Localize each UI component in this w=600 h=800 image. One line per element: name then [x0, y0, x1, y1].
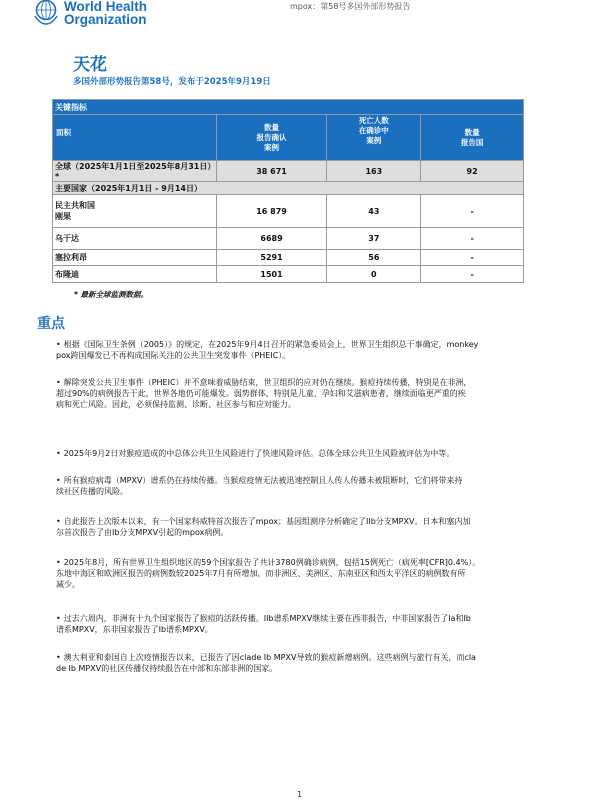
cases-cell: 16 879 — [216, 195, 327, 228]
header-countries-line2: 报告国 — [460, 137, 484, 147]
bullet-line: pox跨国爆发已不再构成国际关注的公共卫生突发事件（PHEIC）。 — [56, 351, 291, 360]
bullet-line: 超过90%的病例报告于此，世界各地仍可能爆发。弱势群体，特别是儿童、孕妇和艾滋病患者，继续面临更严重的疾 — [56, 389, 466, 398]
bullet-line: 病和死亡风险。因此，必须保持监测、诊断、社区参与和应对能力。 — [56, 400, 296, 409]
highlight-bullet — [56, 516, 554, 538]
table-footnote: * 最新全球监测数据。 — [74, 290, 149, 299]
country-cell: 塞拉利昂 — [53, 250, 217, 266]
highlight-bullet — [56, 339, 554, 361]
highlights-heading: 重点 — [37, 316, 65, 332]
deaths-cell: 43 — [327, 195, 421, 228]
bullet-dot: • — [56, 517, 61, 526]
document-title: 天花 — [73, 55, 107, 75]
org-name-line2: Organization — [64, 12, 147, 27]
page-number: 1 — [297, 790, 303, 799]
table-row — [53, 228, 524, 250]
section-row — [53, 182, 524, 195]
header-countries — [421, 115, 524, 161]
bullet-line: 所有猴痘病毒（MPXV）谱系仍在持续传播。当猴痘疫情无法被迅速控制且人传人传播未被阻断时，它们将带来持 — [63, 476, 463, 485]
document-subtitle: 多国外部形势报告第58号，发布于2025年9月19日 — [73, 77, 271, 87]
table-row — [53, 266, 524, 283]
bullet-line: 2025年9月2日对猴痘造成的中总体公共卫生风险进行了快速风险评估。总体全球公共卫生风险被评估为中等。 — [63, 449, 455, 458]
global-label: 全球（2025年1月1日至2025年8月31日）* — [53, 161, 217, 182]
table-band-row — [53, 100, 524, 115]
bullet-line: de Ib MPXV的社区传播仅持续报告在中部和东部非洲的国家。 — [56, 664, 278, 673]
bullet-line: 澳大利亚和泰国自上次疫情报告以来，已报告了因clade Ib MPXV导致的猴痘新增病例。这些病例与旅行有关，而cla — [63, 653, 476, 662]
header-deaths — [327, 115, 421, 161]
global-deaths: 163 — [327, 161, 421, 182]
highlight-bullet — [56, 377, 554, 410]
countries-cell: - — [421, 195, 524, 228]
bullet-line: 过去六周内，非洲有十九个国家报告了猴痘的活跃传播。IIb谱系MPXV继续主要在西非报告，中非国家报告了Ia和Ib — [63, 614, 471, 623]
cases-cell: 1501 — [216, 266, 327, 283]
header-deaths-line1: 死亡人数 — [358, 116, 389, 125]
bullet-line: 谱系MPXV，东非国家报告了Ib谱系MPXV。 — [56, 625, 213, 634]
header-confirmed — [216, 115, 327, 161]
highlight-bullet — [56, 557, 554, 590]
bullet-line: 减少。 — [56, 580, 80, 589]
who-logo — [32, 0, 147, 26]
deaths-cell: 0 — [327, 266, 421, 283]
table-row — [53, 195, 524, 228]
highlight-bullet — [56, 652, 554, 674]
bullet-dot: • — [56, 449, 61, 458]
bullet-dot: • — [56, 558, 61, 567]
country-cell: 布隆迪 — [53, 266, 217, 283]
section-label: 主要国家（2025年1月1日 - 9月14日） — [53, 182, 524, 195]
country-cell: 乌干达 — [53, 228, 217, 250]
bullet-line: 2025年8月，所有世界卫生组织地区的59个国家报告了共计3780例确诊病例，包括15例死亡（病死率[CFR]0.4%）。 — [63, 558, 481, 567]
who-emblem-icon — [32, 0, 60, 26]
bullet-line: 尔首次报告了由Ib分支MPXV引起的mpox病例。 — [56, 528, 229, 537]
table-row — [53, 250, 524, 266]
header-deaths-line3: 案例 — [366, 136, 382, 145]
bullet-dot: • — [56, 340, 61, 349]
cases-cell: 5291 — [216, 250, 327, 266]
bullet-line: 解除突发公共卫生事件（PHEIC）并不意味着威胁结束，世卫组织的应对仍在继续。猴痘持续传播，特别是在非洲， — [63, 378, 472, 387]
countries-cell: - — [421, 250, 524, 266]
key-indicators-table — [52, 99, 524, 283]
cases-cell: 6689 — [216, 228, 327, 250]
country-name-line1: 民主共和国 — [55, 201, 95, 210]
global-row — [53, 161, 524, 182]
bullet-dot: • — [56, 378, 61, 387]
table-band-label: 关键指标 — [53, 100, 524, 115]
header-countries-line1: 数量 — [464, 127, 480, 137]
bullet-line: 东地中海区和欧洲区报告的病例数较2025年7月有所增加，而非洲区、美洲区、东南亚区和西太平洋区的病例数有所 — [56, 569, 466, 578]
deaths-cell: 56 — [327, 250, 421, 266]
table-header-row — [53, 115, 524, 161]
highlight-bullet — [56, 613, 554, 635]
bullet-line: 续社区传播的风险。 — [56, 487, 128, 496]
country-cell — [53, 195, 217, 228]
global-countries: 92 — [421, 161, 524, 182]
header-area: 面积 — [53, 115, 217, 161]
bullet-dot: • — [56, 653, 61, 662]
country-name-line2: 刚果 — [55, 212, 71, 221]
org-name-line1: World Health — [64, 0, 148, 14]
deaths-cell: 37 — [327, 228, 421, 250]
bullet-line: 自此报告上次版本以来，有一个国家科威特首次报告了mpox；基因组测序分析确定了IIb分支MPXV。日本和塞内加 — [63, 517, 471, 526]
header-deaths-line2: 在确诊中 — [358, 126, 389, 135]
countries-cell: - — [421, 228, 524, 250]
header-confirmed-line2: 报告确认 — [256, 132, 287, 142]
running-header: mpox：第58号多国外部形势报告 — [290, 2, 411, 11]
bullet-dot: • — [56, 476, 61, 485]
header-confirmed-line3: 案例 — [264, 142, 280, 152]
countries-cell: - — [421, 266, 524, 283]
highlight-bullet — [56, 475, 554, 497]
header-confirmed-line1: 数量 — [264, 122, 280, 132]
bullet-dot: • — [56, 614, 61, 623]
bullet-line: 根据《国际卫生条例（2005）》的规定，在2025年9月4日召开的紧急委员会上，世界卫生组织总干事确定，monkey — [63, 340, 479, 349]
global-cases: 38 671 — [216, 161, 327, 182]
highlight-bullet — [56, 448, 554, 459]
